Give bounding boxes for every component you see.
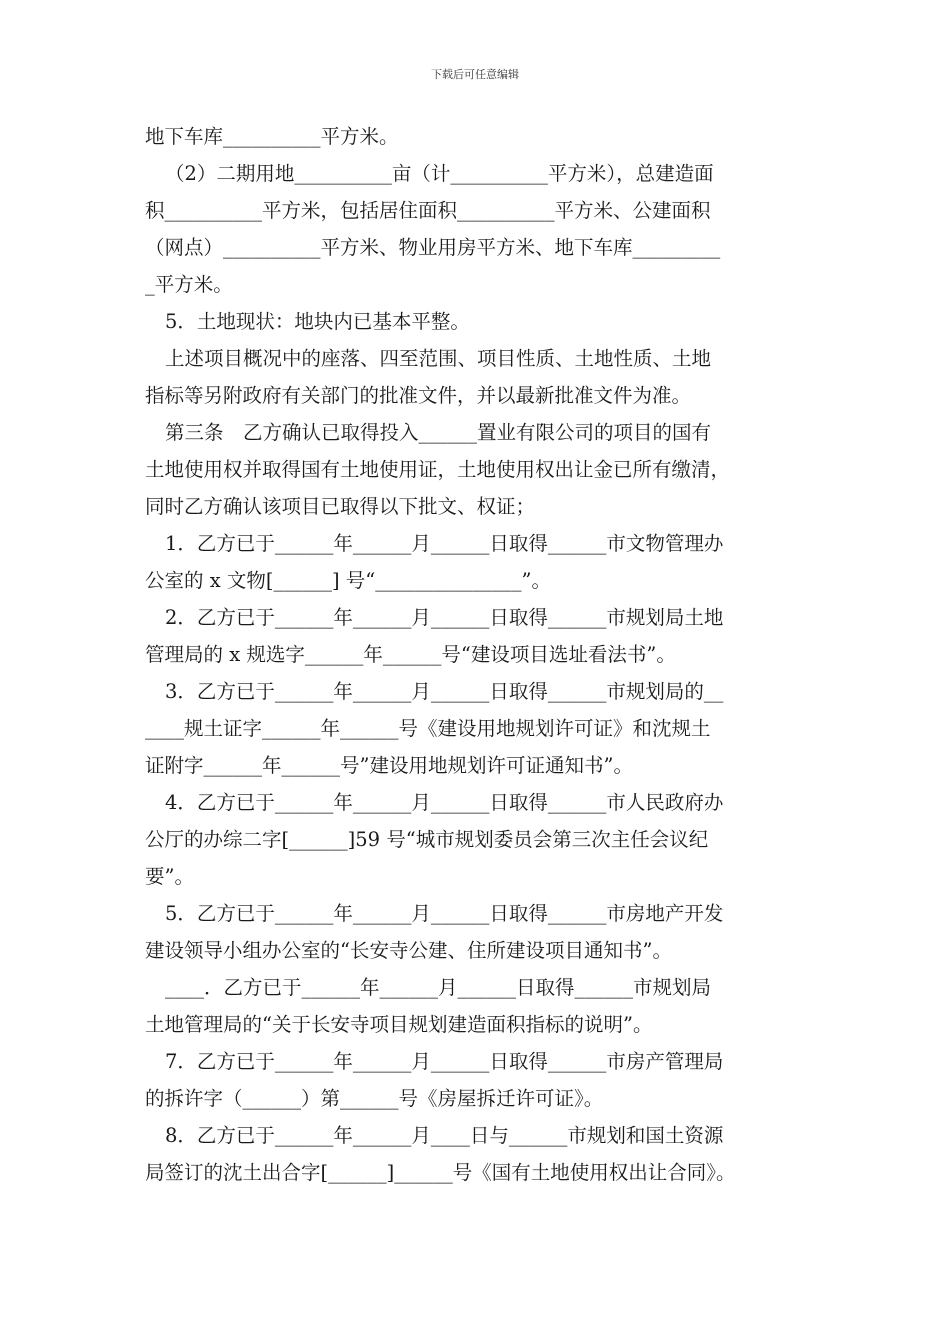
text-line: 5．土地现状：地块内已基本平整。	[165, 310, 470, 333]
text-line: 管理局的 x 规选字______年______号“建设项目选址看法书”。	[145, 643, 676, 666]
text-line: 土地使用权并取得国有土地使用证，土地使用权出让金已所有缴清，	[145, 458, 731, 481]
text-line: （2）二期用地__________亩（计__________平方米），总建造面	[165, 162, 714, 185]
text-line: 建设领导小组办公室的“长安寺公建、住所建设项目通知书”。	[145, 939, 672, 962]
text-line: ____．乙方已于______年______月______日取得______市规划局	[165, 976, 712, 999]
text-line: 局签订的沈土出合字[______]______号《国有土地使用权出让合同》。	[145, 1161, 736, 1184]
document-body	[145, 118, 825, 1191]
text-line: 要”。	[145, 865, 194, 888]
text-line: 8．乙方已于______年______月____日与______市规划和国土资源	[165, 1124, 724, 1147]
text-line: 同时乙方确认该项目已取得以下批文、权证；	[145, 495, 536, 518]
text-line: 3．乙方已于______年______月______日取得______市规划局的__	[165, 680, 724, 703]
text-line: 地下车库__________平方米。	[145, 125, 399, 148]
text-line: 1．乙方已于______年______月______日取得______市文物管理办	[165, 532, 724, 555]
text-line: 积__________平方米，包括居住面积__________平方米、公建面积	[145, 199, 711, 222]
text-line: 上述项目概况中的座落、四至范围、项目性质、土地性质、土地	[165, 347, 712, 370]
text-line: 公厅的办综二字[______]59 号“城市规划委员会第三次主任会议纪	[145, 828, 709, 851]
text-line: 2．乙方已于______年______月______日取得______市规划局土地	[165, 606, 724, 629]
text-line: 证附字______年______号”建设用地规划许可证通知书”。	[145, 754, 633, 777]
text-line: 7．乙方已于______年______月______日取得______市房产管理局	[165, 1050, 724, 1073]
text-line: 5．乙方已于______年______月______日取得______市房地产开发	[165, 902, 724, 925]
text-line: ____规土证字______年______号《建设用地规划许可证》和沈规土	[145, 717, 711, 740]
text-line: 指标等另附政府有关部门的批准文件，并以最新批准文件为准。	[145, 384, 692, 407]
text-line: （网点）__________平方米、物业用房平方米、地下车库_________	[145, 236, 721, 259]
text-line: 的拆许字（______）第______号《房屋拆迁许可证》。	[145, 1087, 604, 1110]
text-line: _平方米。	[145, 273, 233, 296]
page-header: 下载后可任意编辑	[431, 68, 519, 81]
text-line: 土地管理局的“关于长安寺项目规划建造面积指标的说明”。	[145, 1013, 653, 1036]
text-line: 4．乙方已于______年______月______日取得______市人民政府办	[165, 791, 724, 814]
text-line: 第三条 乙方确认已取得投入______置业有限公司的项目的国有	[165, 421, 712, 444]
text-line: 公室的 x 文物[______] 号“_______________”。	[145, 569, 551, 592]
